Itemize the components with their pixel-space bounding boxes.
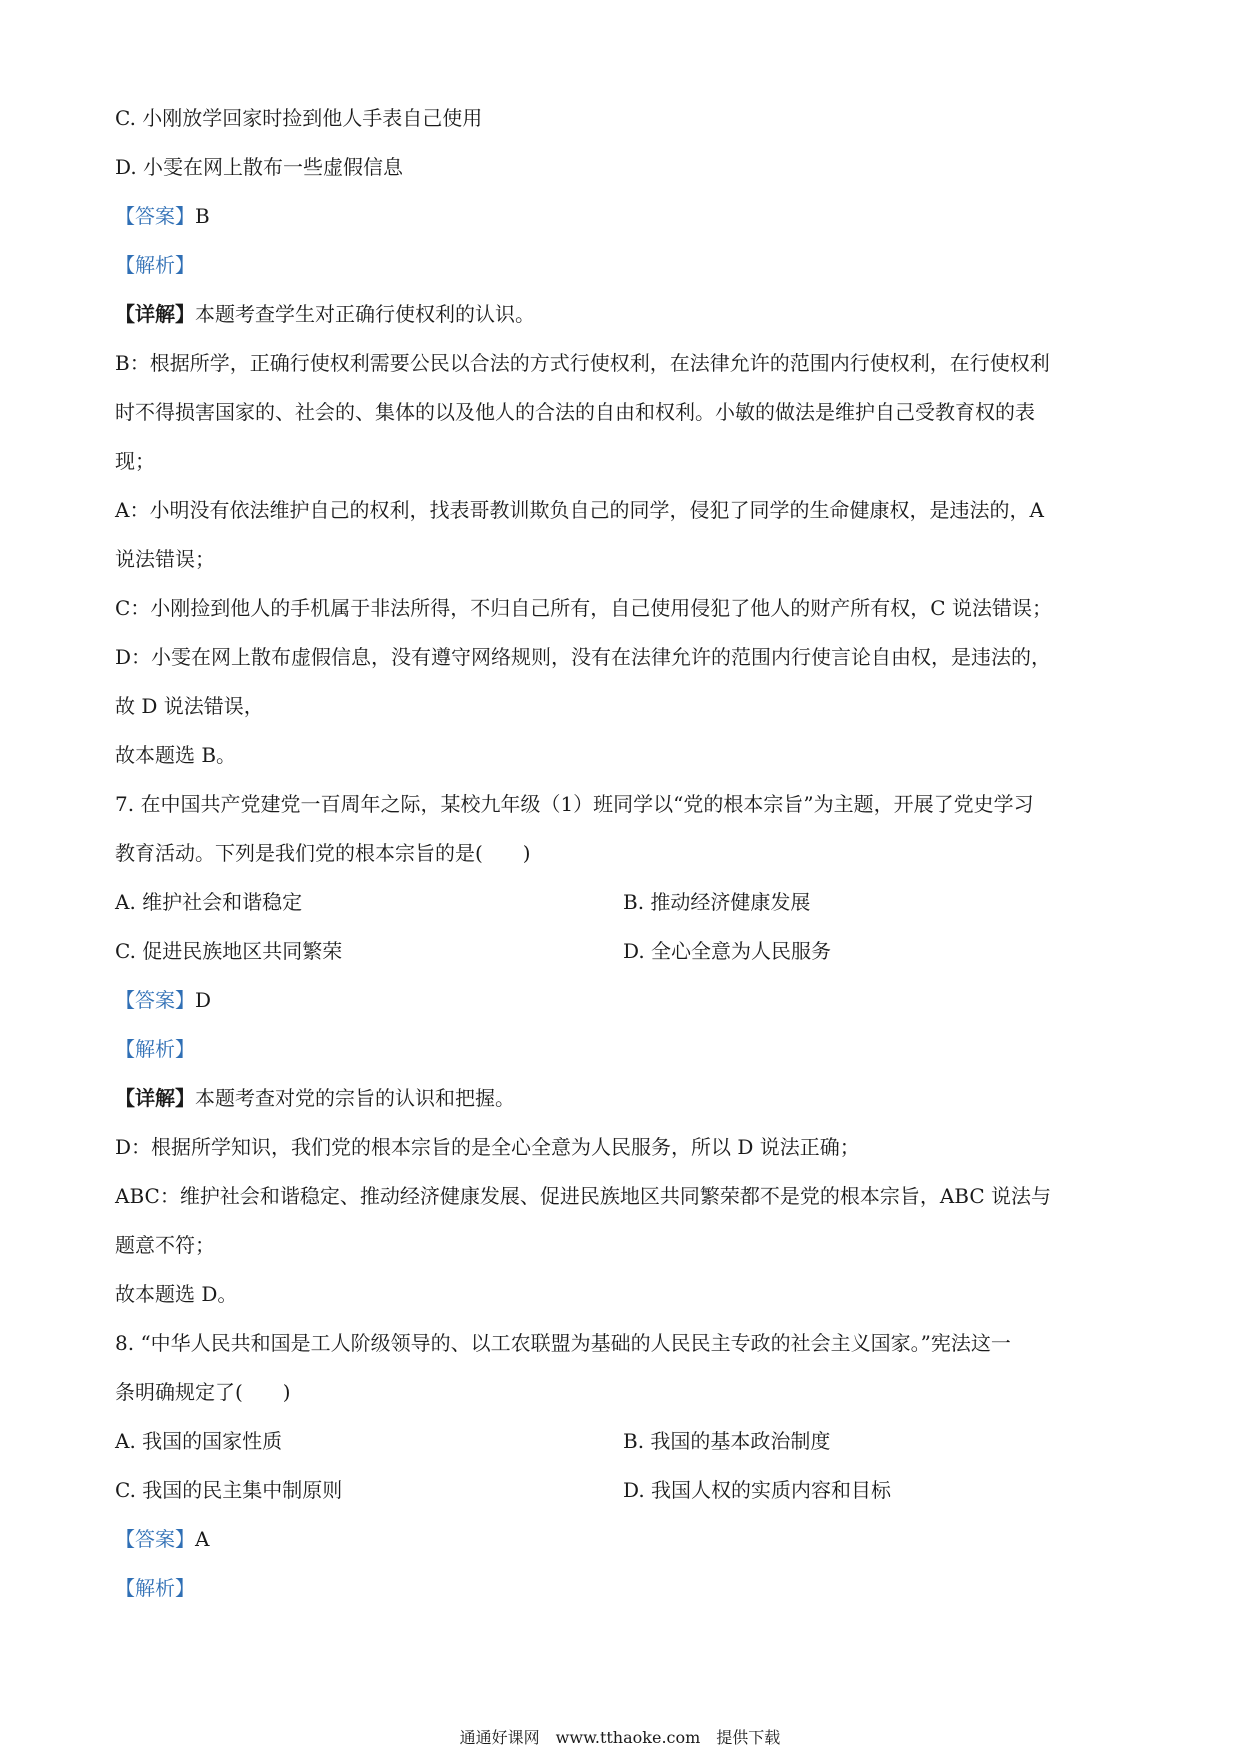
q7-answer: [115, 986, 1135, 1014]
q6-line-7: D：小雯在网上散布虚假信息，没有遵守网络规则，没有在法律允许的范围内行使言论自由权，是违法的，: [115, 645, 1052, 669]
q8-option-c: C. 我国的民主集中制原则: [115, 1478, 343, 1502]
q6-option-d: D. 小雯在网上散布一些虚假信息: [115, 155, 404, 179]
detail-intro: 本题考查学生对正确行使权利的认识。: [195, 302, 535, 326]
q6-line-3: 现；: [115, 449, 155, 473]
q6-option-c: C. 小刚放学回家时捡到他人手表自己使用: [115, 106, 483, 130]
q6-line-1: B：根据所学，正确行使权利需要公民以合法的方式行使权利，在法律允许的范围内行使权利，在行使权利: [115, 351, 1050, 375]
q7-analysis-tag: [115, 1035, 1135, 1063]
answer-value: D: [195, 988, 212, 1012]
q7-option-b: B. 推动经济健康发展: [623, 890, 811, 914]
answer-value: A: [195, 1527, 210, 1551]
q8-option-a: A. 我国的国家性质: [115, 1429, 283, 1453]
q6-line-4: A：小明没有依法维护自己的权利，找表哥教训欺负自己的同学，侵犯了同学的生命健康权，是违法的，A: [115, 498, 1044, 522]
q8-answer: [115, 1525, 1135, 1553]
q6-analysis-tag: [115, 251, 1135, 279]
analysis-tag: 【解析】: [115, 253, 195, 277]
q7-line-3: 题意不符；: [115, 1233, 215, 1257]
detail-intro: 本题考查对党的宗旨的认识和把握。: [195, 1086, 515, 1110]
q7-option-a: A. 维护社会和谐稳定: [115, 890, 303, 914]
answer-tag: 【答案】: [115, 1527, 195, 1551]
q7-stem-line-2: 教育活动。下列是我们党的根本宗旨的是( ): [115, 841, 531, 865]
q7-line-4: 故本题选 D。: [115, 1282, 238, 1306]
q7-option-d: D. 全心全意为人民服务: [623, 939, 832, 963]
page-footer: 通通好课网 www.tthaoke.com 提供下载: [459, 1728, 781, 1747]
q6-line-8: 故 D 说法错误，: [115, 694, 264, 718]
detail-tag: 【详解】: [115, 1086, 195, 1110]
q7-stem-line-1: 7. 在中国共产党建党一百周年之际，某校九年级（1）班同学以“党的根本宗旨”为主题，开展了党史学习: [115, 792, 1034, 816]
q7-option-c: C. 促进民族地区共同繁荣: [115, 939, 343, 963]
q8-analysis-tag: [115, 1574, 1135, 1602]
answer-tag: 【答案】: [115, 988, 195, 1012]
q6-detail: [115, 300, 1135, 328]
q8-stem-line-2: 条明确规定了( ): [115, 1380, 291, 1404]
q6-line-2: 时不得损害国家的、社会的、集体的以及他人的合法的自由和权利。小敏的做法是维护自己受教育权的表: [115, 400, 1035, 424]
q8-option-b: B. 我国的基本政治制度: [623, 1429, 831, 1453]
analysis-tag: 【解析】: [115, 1576, 195, 1600]
q7-line-2: ABC：维护社会和谐稳定、推动经济健康发展、促进民族地区共同繁荣都不是党的根本宗旨，ABC 说法与: [115, 1184, 1051, 1208]
q7-detail: [115, 1084, 1135, 1112]
analysis-tag: 【解析】: [115, 1037, 195, 1061]
q7-line-1: D：根据所学知识，我们党的根本宗旨的是全心全意为人民服务，所以 D 说法正确；: [115, 1135, 860, 1159]
answer-value: B: [195, 204, 210, 228]
q6-line-9: 故本题选 B。: [115, 743, 237, 767]
answer-tag: 【答案】: [115, 204, 195, 228]
q6-answer: [115, 202, 1135, 230]
q8-option-d: D. 我国人权的实质内容和目标: [623, 1478, 892, 1502]
q6-line-6: C：小刚捡到他人的手机属于非法所得，不归自己所有，自己使用侵犯了他人的财产所有权，C 说法错误；: [115, 596, 1052, 620]
q8-stem-line-1: 8. “中华人民共和国是工人阶级领导的、以工农联盟为基础的人民民主专政的社会主义国家。”宪法这一: [115, 1331, 1011, 1355]
q6-line-5: 说法错误；: [115, 547, 215, 571]
detail-tag: 【详解】: [115, 302, 195, 326]
